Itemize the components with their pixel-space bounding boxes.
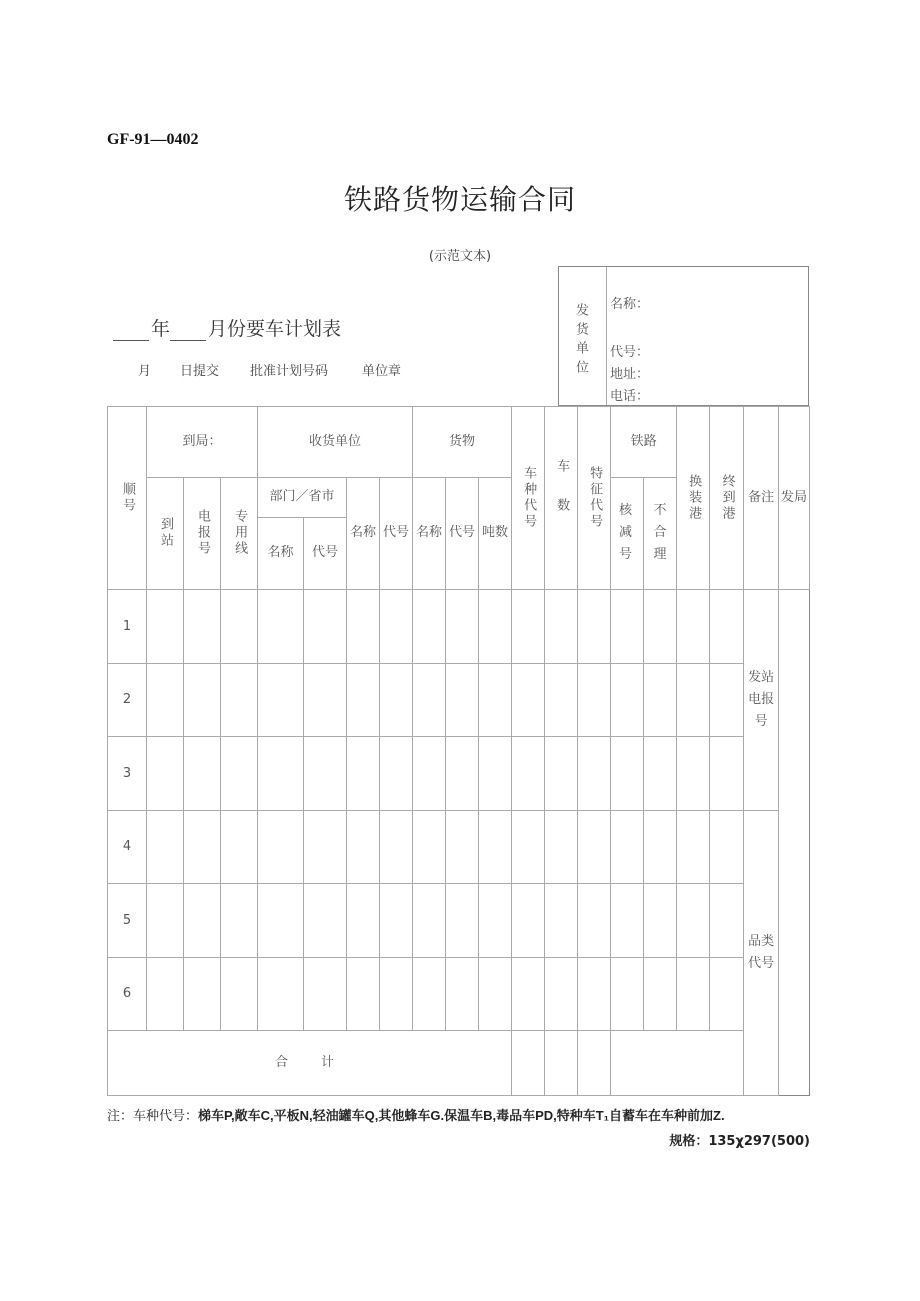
table-cell[interactable] [644, 737, 677, 811]
table-cell[interactable] [147, 957, 184, 1031]
table-cell[interactable] [446, 810, 479, 884]
table-cell[interactable] [677, 884, 710, 958]
header-remarks: 备注 [744, 407, 779, 590]
header-unreasonable: 不合理 [644, 477, 677, 590]
table-cell[interactable] [512, 663, 545, 737]
total-cell[interactable] [545, 1031, 578, 1096]
table-cell[interactable] [611, 590, 644, 664]
header-dept-name: 名称 [258, 517, 304, 590]
header-reduction-no: 核减号 [611, 477, 644, 590]
table-cell[interactable] [611, 810, 644, 884]
table-cell[interactable] [578, 957, 611, 1031]
sender-divider [606, 267, 607, 405]
table-cell[interactable] [184, 737, 221, 811]
header-goods-code: 代号 [446, 477, 479, 590]
side-telegraph-label: 发站电报号 [744, 590, 779, 811]
table-cell[interactable] [184, 957, 221, 1031]
table-cell[interactable] [304, 737, 347, 811]
header-consignee-code: 代号 [380, 477, 413, 590]
header-car-count: 车数 [545, 407, 578, 590]
table-cell[interactable] [184, 590, 221, 664]
table-cell[interactable] [347, 663, 380, 737]
table-cell[interactable] [677, 957, 710, 1031]
table-cell[interactable] [710, 884, 744, 958]
total-row [108, 1031, 810, 1096]
table-cell[interactable] [578, 884, 611, 958]
table-cell[interactable] [479, 663, 512, 737]
table-cell[interactable] [258, 957, 304, 1031]
table-cell[interactable] [446, 737, 479, 811]
footer-spec: 规格：135χ297(500) [669, 1134, 810, 1149]
row-number: 4 [108, 810, 147, 884]
table-cell[interactable] [413, 590, 446, 664]
header-special-code: 特征代号 [578, 407, 611, 590]
table-cell[interactable] [147, 884, 184, 958]
table-cell[interactable] [611, 957, 644, 1031]
table-cell[interactable] [545, 810, 578, 884]
sender-name-field: 名称： [610, 297, 650, 312]
month-label: 月 [138, 364, 152, 379]
table-cell[interactable] [644, 957, 677, 1031]
table-cell[interactable] [413, 663, 446, 737]
table-cell[interactable] [413, 810, 446, 884]
table-cell[interactable] [545, 737, 578, 811]
note-prefix: 注：车种代号： [107, 1109, 199, 1124]
table-cell[interactable] [258, 884, 304, 958]
table-cell[interactable] [147, 810, 184, 884]
table-cell[interactable] [347, 810, 380, 884]
table-cell[interactable] [347, 590, 380, 664]
sender-label: 发货单位 [573, 303, 588, 379]
table-cell[interactable] [446, 663, 479, 737]
table-cell[interactable] [147, 737, 184, 811]
table-cell[interactable] [446, 884, 479, 958]
document-code: GF-91—0402 [107, 131, 199, 148]
table-cell[interactable] [677, 663, 710, 737]
car-plan-table [107, 406, 810, 1096]
document-subtitle: (示范文本) [428, 249, 492, 264]
table-cell[interactable] [479, 957, 512, 1031]
table-row [108, 957, 810, 1031]
row-number: 1 [108, 590, 147, 664]
table-cell[interactable] [221, 737, 258, 811]
sender-phone-field: 电话： [610, 389, 650, 404]
header-railway: 铁路 [611, 407, 677, 478]
row-number: 3 [108, 737, 147, 811]
table-row [108, 810, 810, 884]
day-submit-label: 日提交 [180, 364, 220, 379]
table-cell[interactable] [710, 810, 744, 884]
table-cell[interactable] [578, 737, 611, 811]
table-cell[interactable] [512, 884, 545, 958]
table-cell[interactable] [380, 884, 413, 958]
header-dept-code: 代号 [304, 517, 347, 590]
sender-address-field: 地址： [610, 367, 650, 382]
table-cell[interactable] [479, 590, 512, 664]
table-cell[interactable] [677, 590, 710, 664]
table-cell[interactable] [258, 590, 304, 664]
table-cell[interactable] [304, 884, 347, 958]
table-cell[interactable] [147, 590, 184, 664]
header-car-type-code: 车种代号 [512, 407, 545, 590]
table-cell[interactable] [380, 957, 413, 1031]
table-cell[interactable] [413, 884, 446, 958]
table-cell[interactable] [479, 884, 512, 958]
table-cell[interactable] [380, 663, 413, 737]
table-cell[interactable] [611, 884, 644, 958]
footer-note [107, 1105, 725, 1124]
header-goods: 货物 [413, 407, 512, 478]
header-dept-city: 部门／省市 [258, 477, 347, 517]
unit-seal-label: 单位章 [362, 364, 402, 379]
table-cell[interactable] [644, 590, 677, 664]
table-cell[interactable] [258, 810, 304, 884]
table-cell[interactable] [479, 810, 512, 884]
year-blank [113, 322, 149, 341]
header-tonnage: 吨数 [479, 477, 512, 590]
header-transfer-port: 换装港 [677, 407, 710, 590]
total-cell[interactable] [578, 1031, 611, 1096]
table-cell[interactable] [304, 590, 347, 664]
table-cell[interactable] [380, 590, 413, 664]
table-cell[interactable] [479, 737, 512, 811]
table-cell[interactable] [347, 737, 380, 811]
table-row [108, 737, 810, 811]
table-cell[interactable] [147, 663, 184, 737]
year-label: 年 [151, 318, 171, 340]
side-category-label: 品类代号 [744, 810, 779, 1095]
table-cell[interactable] [710, 737, 744, 811]
table-cell[interactable] [578, 590, 611, 664]
note-body: 梯车P,敞车C,平板N,轻油罐车Q,其他蜂车G.保温车B,毒品车PD,特种车T₁自蓄车在车种前加Z. [198, 1108, 725, 1123]
table-cell[interactable] [304, 810, 347, 884]
table-cell[interactable] [677, 737, 710, 811]
table-cell[interactable] [258, 737, 304, 811]
sender-box [558, 266, 809, 406]
month-blank [170, 322, 206, 341]
table-cell[interactable] [221, 810, 258, 884]
table-cell[interactable] [304, 663, 347, 737]
plan-title [113, 314, 341, 341]
table-cell[interactable] [710, 590, 744, 664]
approval-number-label: 批准计划号码 [250, 364, 329, 379]
header-destination-port: 终到港 [710, 407, 744, 590]
table-cell[interactable] [545, 884, 578, 958]
table-cell[interactable] [578, 810, 611, 884]
table-row [108, 590, 810, 664]
table-cell[interactable] [347, 884, 380, 958]
header-consignee-name: 名称 [347, 477, 380, 590]
table-cell[interactable] [380, 810, 413, 884]
table-cell[interactable] [512, 957, 545, 1031]
table-cell[interactable] [221, 884, 258, 958]
row-number: 6 [108, 957, 147, 1031]
table-cell[interactable] [184, 810, 221, 884]
total-cell[interactable] [512, 1031, 545, 1096]
table-cell[interactable] [413, 737, 446, 811]
header-arrival-bureau: 到局： [147, 407, 258, 478]
table-row [108, 663, 810, 737]
table-cell[interactable] [545, 663, 578, 737]
table-cell[interactable] [380, 737, 413, 811]
table-cell[interactable] [644, 884, 677, 958]
table-cell[interactable] [221, 957, 258, 1031]
header-private-line: 专用线 [221, 477, 258, 590]
table-cell[interactable] [413, 957, 446, 1031]
row-number: 2 [108, 663, 147, 737]
document-title: 铁路货物运输合同 [343, 183, 576, 216]
table-cell[interactable] [677, 810, 710, 884]
table-cell[interactable] [221, 663, 258, 737]
row-number: 5 [108, 884, 147, 958]
table-cell[interactable] [644, 810, 677, 884]
table-cell[interactable] [221, 590, 258, 664]
header-goods-name: 名称 [413, 477, 446, 590]
table-cell[interactable] [611, 663, 644, 737]
header-send-bureau: 发局 [779, 407, 810, 590]
sender-code-field: 代号： [610, 345, 650, 360]
total-label: 合 计 [108, 1031, 512, 1096]
month-title: 月份要车计划表 [208, 318, 342, 340]
table-cell[interactable] [545, 590, 578, 664]
header-arrival-station: 到站 [147, 477, 184, 590]
table-cell[interactable] [258, 663, 304, 737]
table-cell[interactable] [710, 957, 744, 1031]
table-cell[interactable] [545, 957, 578, 1031]
total-cell[interactable] [611, 1031, 779, 1096]
header-consignee: 收货单位 [258, 407, 413, 478]
table-cell[interactable] [304, 957, 347, 1031]
table-cell[interactable] [347, 957, 380, 1031]
table-cell[interactable] [184, 663, 221, 737]
table-cell[interactable] [446, 957, 479, 1031]
header-seq: 顺号 [108, 407, 147, 590]
table-cell[interactable] [184, 884, 221, 958]
table-cell[interactable] [446, 590, 479, 664]
table-cell[interactable] [611, 737, 644, 811]
header-telegraph-no: 电报号 [184, 477, 221, 590]
table-cell[interactable] [512, 590, 545, 664]
table-cell[interactable] [644, 663, 677, 737]
table-row [108, 884, 810, 958]
table-cell[interactable] [710, 663, 744, 737]
table-cell[interactable] [578, 663, 611, 737]
table-cell[interactable] [512, 737, 545, 811]
table-cell[interactable] [512, 810, 545, 884]
